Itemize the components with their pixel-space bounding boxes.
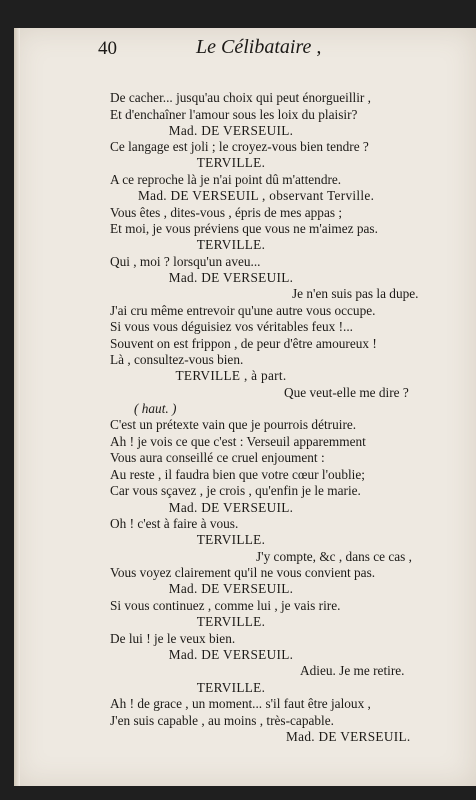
page-number: 40 xyxy=(98,38,117,59)
page-gutter xyxy=(14,28,20,786)
speaker-heading: TERVILLE. xyxy=(196,237,266,252)
verse-line: Oh ! c'est à faire à vous. xyxy=(110,516,239,531)
speaker-heading: TERVILLE. xyxy=(196,155,266,170)
verse-line: Là , consultez-vous bien. xyxy=(110,352,244,367)
speaker-heading: Mad. DE VERSEUIL. xyxy=(168,270,294,285)
verse-line: J'y compte, &c , dans ce cas , xyxy=(256,549,412,564)
verse-line: De lui ! je le veux bien. xyxy=(110,631,236,646)
verse-line: Et d'enchaîner l'amour sous les loix du plaisir? xyxy=(110,107,358,122)
verse-line: Vous êtes , dites-vous , épris de mes appas ; xyxy=(110,205,343,220)
verse-line: Adieu. Je me retire. xyxy=(300,663,405,678)
verse-line: Vous voyez clairement qu'il ne vous convient pas. xyxy=(110,565,376,580)
speaker-heading: TERVILLE , à part. xyxy=(175,368,287,383)
speaker-heading: Mad. DE VERSEUIL. xyxy=(168,500,294,515)
stage-direction: ( haut. ) xyxy=(134,401,177,416)
speaker-heading: TERVILLE. xyxy=(196,614,266,629)
verse-line: Vous aura conseillé ce cruel enjoument : xyxy=(110,450,325,465)
speaker-heading: Mad. DE VERSEUIL. xyxy=(168,123,294,138)
verse-line: De cacher... jusqu'au choix qui peut énorgueillir , xyxy=(110,90,371,105)
verse-line: J'en suis capable , au moins , très-capable. xyxy=(110,713,334,728)
verse-line: Ah ! je vois ce que c'est : Verseuil apparemment xyxy=(110,434,366,449)
verse-line: A ce reproche là je n'ai point dû m'attendre. xyxy=(110,172,342,187)
verse-line: Si vous continuez , comme lui , je vais rire. xyxy=(110,598,341,613)
verse-line: Souvent on est frippon , de peur d'être amoureux ! xyxy=(110,336,377,351)
verse-line: Car vous sçavez , je crois , qu'enfin je le marie. xyxy=(110,483,361,498)
catchword-speaker: Mad. DE VERSEUIL. xyxy=(286,729,411,744)
verse-line: Ce langage est joli ; le croyez-vous bien tendre ? xyxy=(110,139,369,154)
speaker-heading: TERVILLE. xyxy=(196,680,266,695)
verse-line: Si vous vous déguisiez vos véritables feux !... xyxy=(110,319,353,334)
verse-line: Au reste , il faudra bien que votre cœur l'oublie; xyxy=(110,467,365,482)
verse-line: Et moi, je vous préviens que vous ne m'aimez pas. xyxy=(110,221,378,236)
verse-line: Que veut-elle me dire ? xyxy=(284,385,409,400)
speaker-heading: Mad. DE VERSEUIL. xyxy=(168,581,294,596)
verse-line: C'est un prétexte vain que je pourrois détruire. xyxy=(110,417,357,432)
verse-line: Qui , moi ? lorsqu'un aveu... xyxy=(110,254,261,269)
running-title: Le Célibataire , xyxy=(196,36,322,58)
verse-line: Ah ! de grace , un moment... s'il faut être jaloux , xyxy=(110,696,371,711)
verse-line: J'ai cru même entrevoir qu'une autre vous occupe. xyxy=(110,303,376,318)
speaker-name: Mad. DE VERSEUIL , observant Terville. xyxy=(138,188,375,203)
speaker-heading: TERVILLE. xyxy=(196,532,266,547)
verse-line: Je n'en suis pas la dupe. xyxy=(292,286,419,301)
speaker-heading xyxy=(138,188,374,204)
speaker-heading: Mad. DE VERSEUIL. xyxy=(168,647,294,662)
